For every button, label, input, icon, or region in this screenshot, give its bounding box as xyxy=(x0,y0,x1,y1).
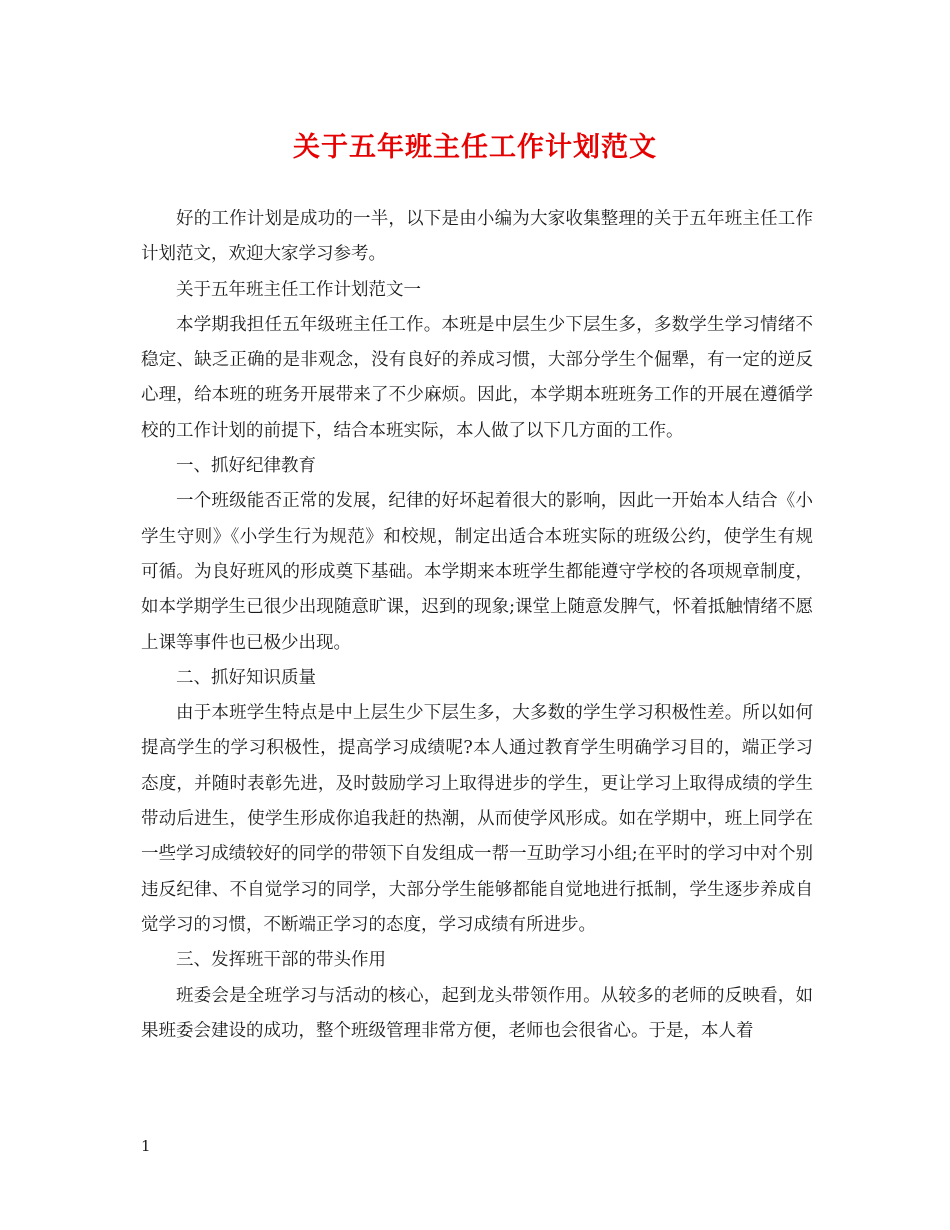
paragraph-discipline: 一个班级能否正常的发展，纪律的好坏起着很大的影响，因此一开始本人结合《小学生守则》《小学生行为规范》和校规，制定出适合本班实际的班级公约，使学生有规可循。为良好班风的形成奠下基础。本学期来本班学生都能遵守学校的各项规章制度，如本学期学生已很少出现随意旷课，迟到的现象;课堂上随意发脾气，怀着抵触情绪不愿上课等事件也已极少出现。 xyxy=(141,491,813,653)
document-title: 关于五年班主任工作计划范文 xyxy=(293,132,657,163)
page-number: 1 xyxy=(141,1137,151,1155)
paragraph-class-leaders: 班委会是全班学习与活动的核心，起到龙头带领作用。从较多的老师的反映看，如果班委会建设的成功，整个班级管理非常方便，老师也会很省心。于是，本人着 xyxy=(141,985,813,1041)
section-heading-knowledge: 二、抓好知识质量 xyxy=(176,667,316,688)
paragraph-knowledge: 由于本班学生特点是中上层生少下层生多，大多数的学生学习积极性差。所以如何提高学生的学习积极性，提高学习成绩呢?本人通过教育学生明确学习目的，端正学习态度，并随时表彰先进，及时鼓励学习上取得进步的学生，更让学习上取得成绩的学生带动后进生，使学生形成你追我赶的热潮，从而使学风形成。如在学期中，班上同学在一些学习成绩较好的同学的带领下自发组成一帮一互助学习小组;在平时的学习中对个别违反纪律、不自觉学习的同学，大部分学生能够都能自觉地进行抵制，学生逐步养成自觉学习的习惯，不断端正学习的态度，学习成绩有所进步。 xyxy=(141,703,813,935)
section-heading-sample-one: 关于五年班主任工作计划范文一 xyxy=(176,279,421,300)
paragraph-background: 本学期我担任五年级班主任工作。本班是中层生少下层生多，多数学生学习情绪不稳定、缺乏正确的是非观念，没有良好的养成习惯，大部分学生个倔犟，有一定的逆反心理，给本班的班务开展带来了不少麻烦。因此，本学期本班班务工作的开展在遵循学校的工作计划的前提下，结合本班实际，本人做了以下几方面的工作。 xyxy=(141,314,813,441)
paragraph-intro: 好的工作计划是成功的一半，以下是由小编为大家收集整理的关于五年班主任工作计划范文，欢迎大家学习参考。 xyxy=(141,209,813,265)
section-heading-class-leaders: 三、发挥班干部的带头作用 xyxy=(176,950,386,971)
section-heading-discipline: 一、抓好纪律教育 xyxy=(176,456,316,477)
document-body xyxy=(141,202,813,1049)
